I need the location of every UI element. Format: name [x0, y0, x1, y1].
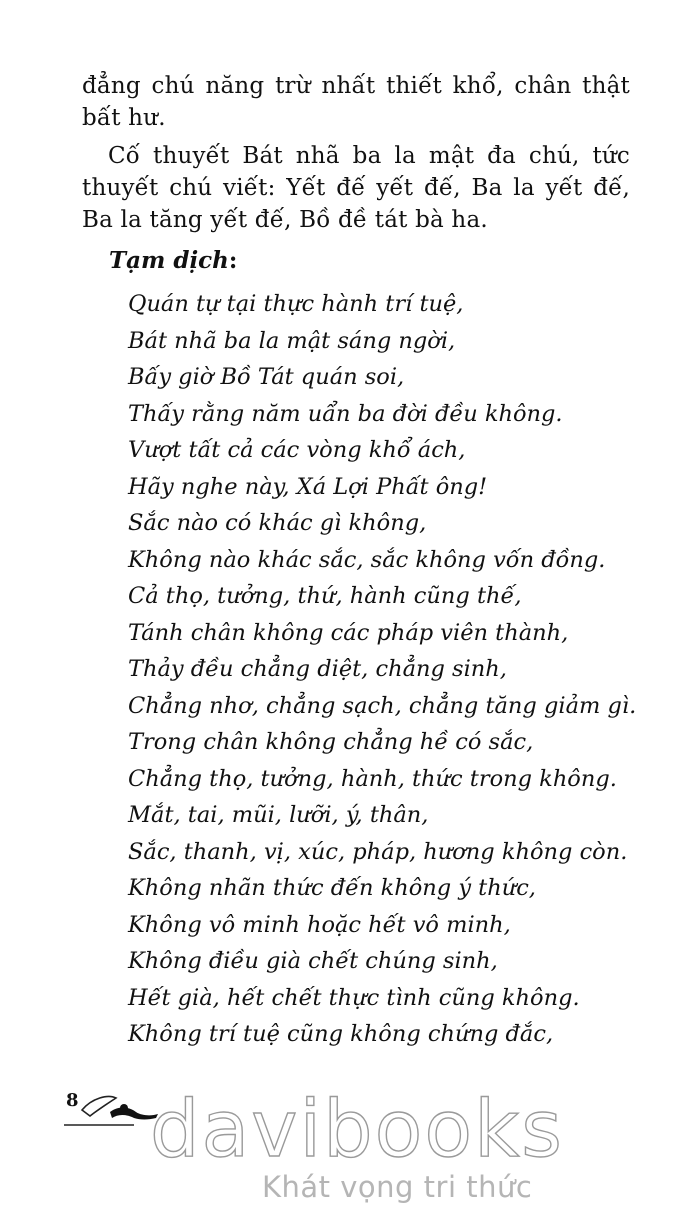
verse-line: Sắc nào có khác gì không, — [128, 510, 427, 536]
translation-heading-text: Tạm dịch — [109, 247, 229, 274]
verse-line: Không vô minh hoặc hết vô minh, — [128, 911, 511, 938]
verse-line: Chẳng thọ, tưởng, hành, thức trong không. — [128, 765, 617, 792]
verse-line: Tánh chân không các pháp viên thành, — [128, 619, 569, 646]
verse-line: Mắt, tai, mũi, lưỡi, ý, thân, — [128, 802, 429, 828]
translation-heading-colon: : — [228, 247, 238, 274]
verse-line: Hãy nghe này, Xá Lợi Phất ông! — [128, 473, 488, 500]
watermark-brand: davibooks — [150, 1085, 564, 1175]
verse-line: Quán tự tại thực hành trí tuệ, — [128, 291, 464, 317]
verse-line: Thấy rằng năm uẩn ba đời đều không. — [128, 400, 563, 427]
verse-line: Hết già, hết chết thực tình cũng không. — [128, 984, 580, 1011]
verse-line: Không điều già chết chúng sinh, — [128, 948, 498, 974]
verse-line: Trong chân không chẳng hề có sắc, — [128, 729, 534, 755]
verse-line: Không nhãn thức đến không ý thức, — [128, 875, 536, 901]
verse-line: Thảy đều chẳng diệt, chẳng sinh, — [128, 656, 507, 682]
verse-line: Chẳng nhơ, chẳng sạch, chẳng tăng giảm gì. — [128, 692, 637, 719]
verse-list — [128, 286, 636, 1053]
verse-line: Vượt tất cả các vòng khổ ách, — [128, 437, 466, 463]
page-number: 8 — [66, 1090, 79, 1111]
verse-line: Không trí tuệ cũng không chứng đắc, — [128, 1021, 554, 1047]
verse-line: Bấy giờ Bồ Tát quán soi, — [128, 364, 405, 390]
body-paragraph-1: đẳng chú năng trừ nhất thiết khổ, chân thật bất hư. — [82, 73, 630, 131]
verse-line: Cả thọ, tưởng, thứ, hành cũng thế, — [128, 583, 522, 609]
translation-heading — [109, 247, 237, 274]
verse-line: Sắc, thanh, vị, xúc, pháp, hương không còn. — [128, 838, 628, 865]
verse-line: Bát nhã ba la mật sáng ngời, — [128, 327, 456, 354]
watermark-tagline: Khát vọng tri thức — [262, 1170, 533, 1204]
verse-line: Không nào khác sắc, sắc không vốn đồng. — [128, 546, 606, 573]
body-paragraph-2: Cố thuyết Bát nhã ba la mật đa chú, tức thuyết chú viết: Yết đế yết đế, Ba la yết đế, Ba la tăng yết đế, Bồ đề tát bà ha. — [82, 143, 630, 233]
